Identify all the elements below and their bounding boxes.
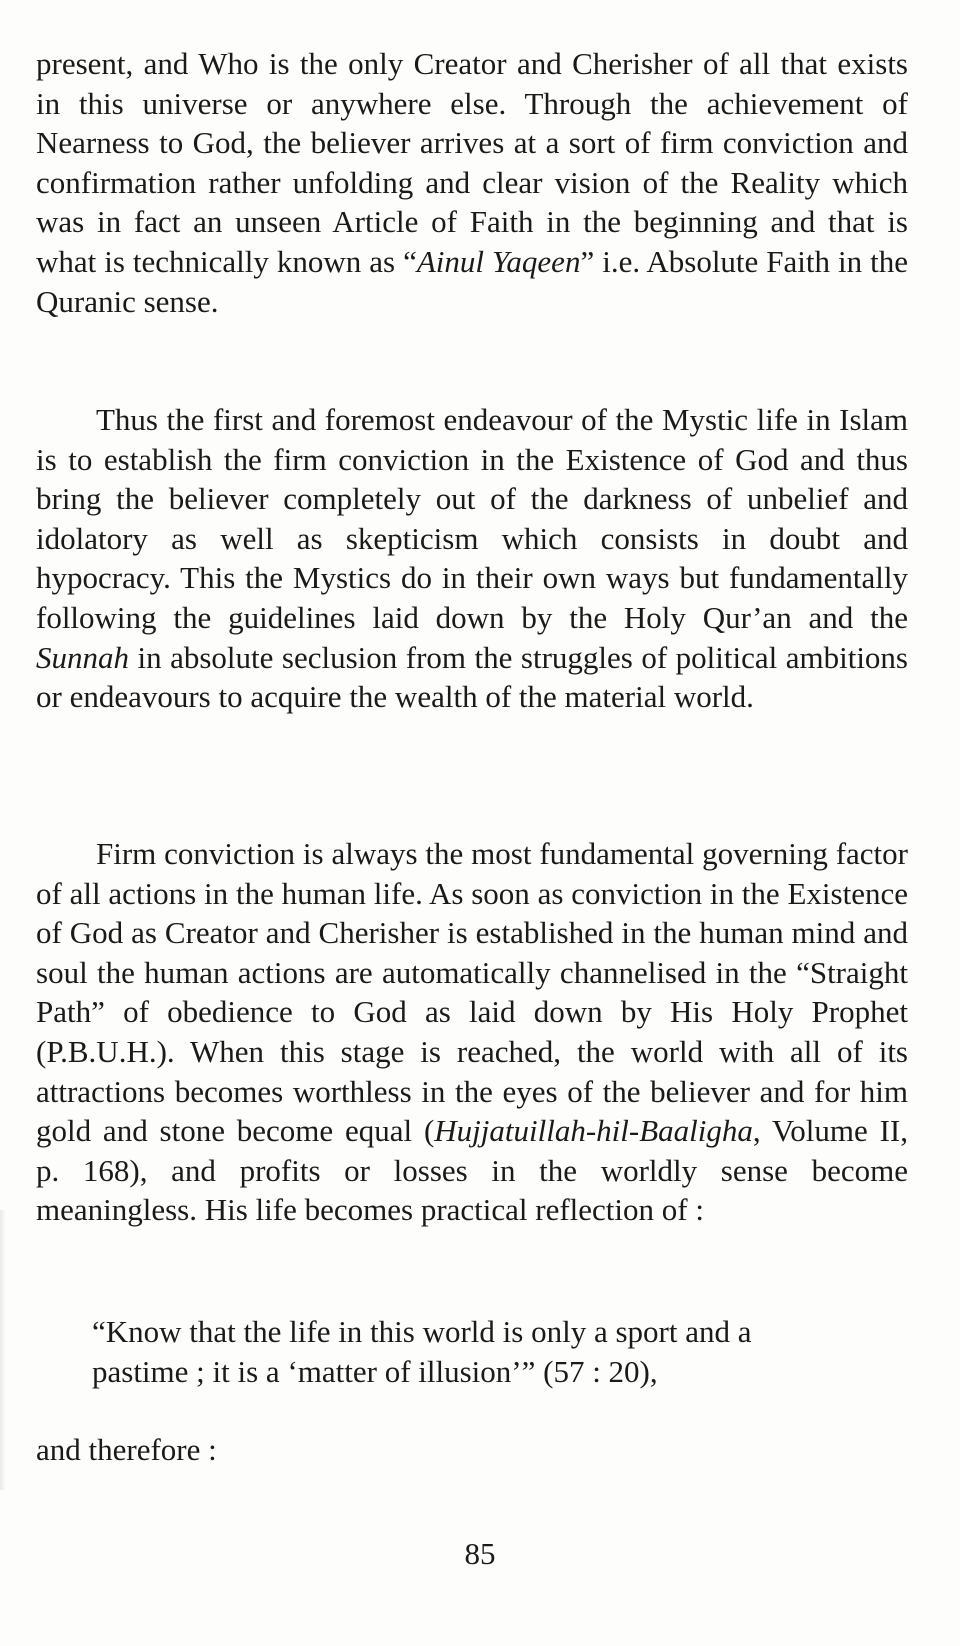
quran-quote	[92, 1312, 872, 1391]
quote-line-1: “Know that the life in this world is only a sport and a	[92, 1314, 752, 1349]
paragraph-2-text-b: in absolute seclusion from the struggles of political ambitions or endeavours to acquire the wealth of the material world.	[36, 639, 908, 715]
citation-title: Hujjatuillah-hil-Baaligha	[434, 1113, 753, 1149]
quote-line-2: pastime ; it is a ‘matter of illusion’” (57 : 20),	[92, 1353, 658, 1389]
page-number: 85	[464, 1536, 496, 1571]
term-ainul-yaqeen: Ainul Yaqeen	[416, 243, 581, 279]
paragraph-2-text-a: Thus the first and foremost endeavour of the Mystic life in Islam is to establish the firm conviction in the Existence of God and thus bring the believer completely out of the darkness of unbelief and idolatory as well as skepticism which consists in doubt and hypocracy. This the Mystics do in their own ways but fundamentally following the guidelines laid down by the Holy Qur’an and the	[36, 402, 908, 635]
paragraph-1-text-b: ” i.e. Absolute Faith in the Quranic sense.	[36, 243, 908, 319]
paragraph-1	[36, 44, 908, 321]
paragraph-3-text-b: , Volume II, p. 168), and profits or losses in the worldly sense become meaningless. His life becomes practical reflection of :	[36, 1113, 909, 1228]
paragraph-2	[36, 400, 908, 717]
paragraph-3-text-a: Firm conviction is always the most fundamental governing factor of all actions in the human life. As soon as conviction in the Existence of God as Creator and Cherisher is established in the human mind and soul the human actions are automatically channelised in the “Straight Path” of obedience to God as laid down by His Holy Prophet (P.B.U.H.). When this stage is reached, the world with all of its attractions becomes worthless in the eyes of the believer and for him gold and stone become equal (	[36, 836, 908, 1149]
page-gutter-shadow	[0, 1210, 6, 1490]
paragraph-1-text-a: present, and Who is the only Creator and Cherisher of all that exists in this universe or anywhere else. Through the achievement of Nearness to God, the believer arrives at a sort of firm conviction and confirmation rather unfolding and clear vision of the Reality which was in fact an unseen Article of Faith in the beginning and that is what is technically known as “	[36, 46, 908, 279]
paragraph-3	[36, 834, 908, 1230]
continuation-text: and therefore :	[36, 1432, 217, 1467]
term-sunnah: Sunnah	[36, 639, 129, 675]
